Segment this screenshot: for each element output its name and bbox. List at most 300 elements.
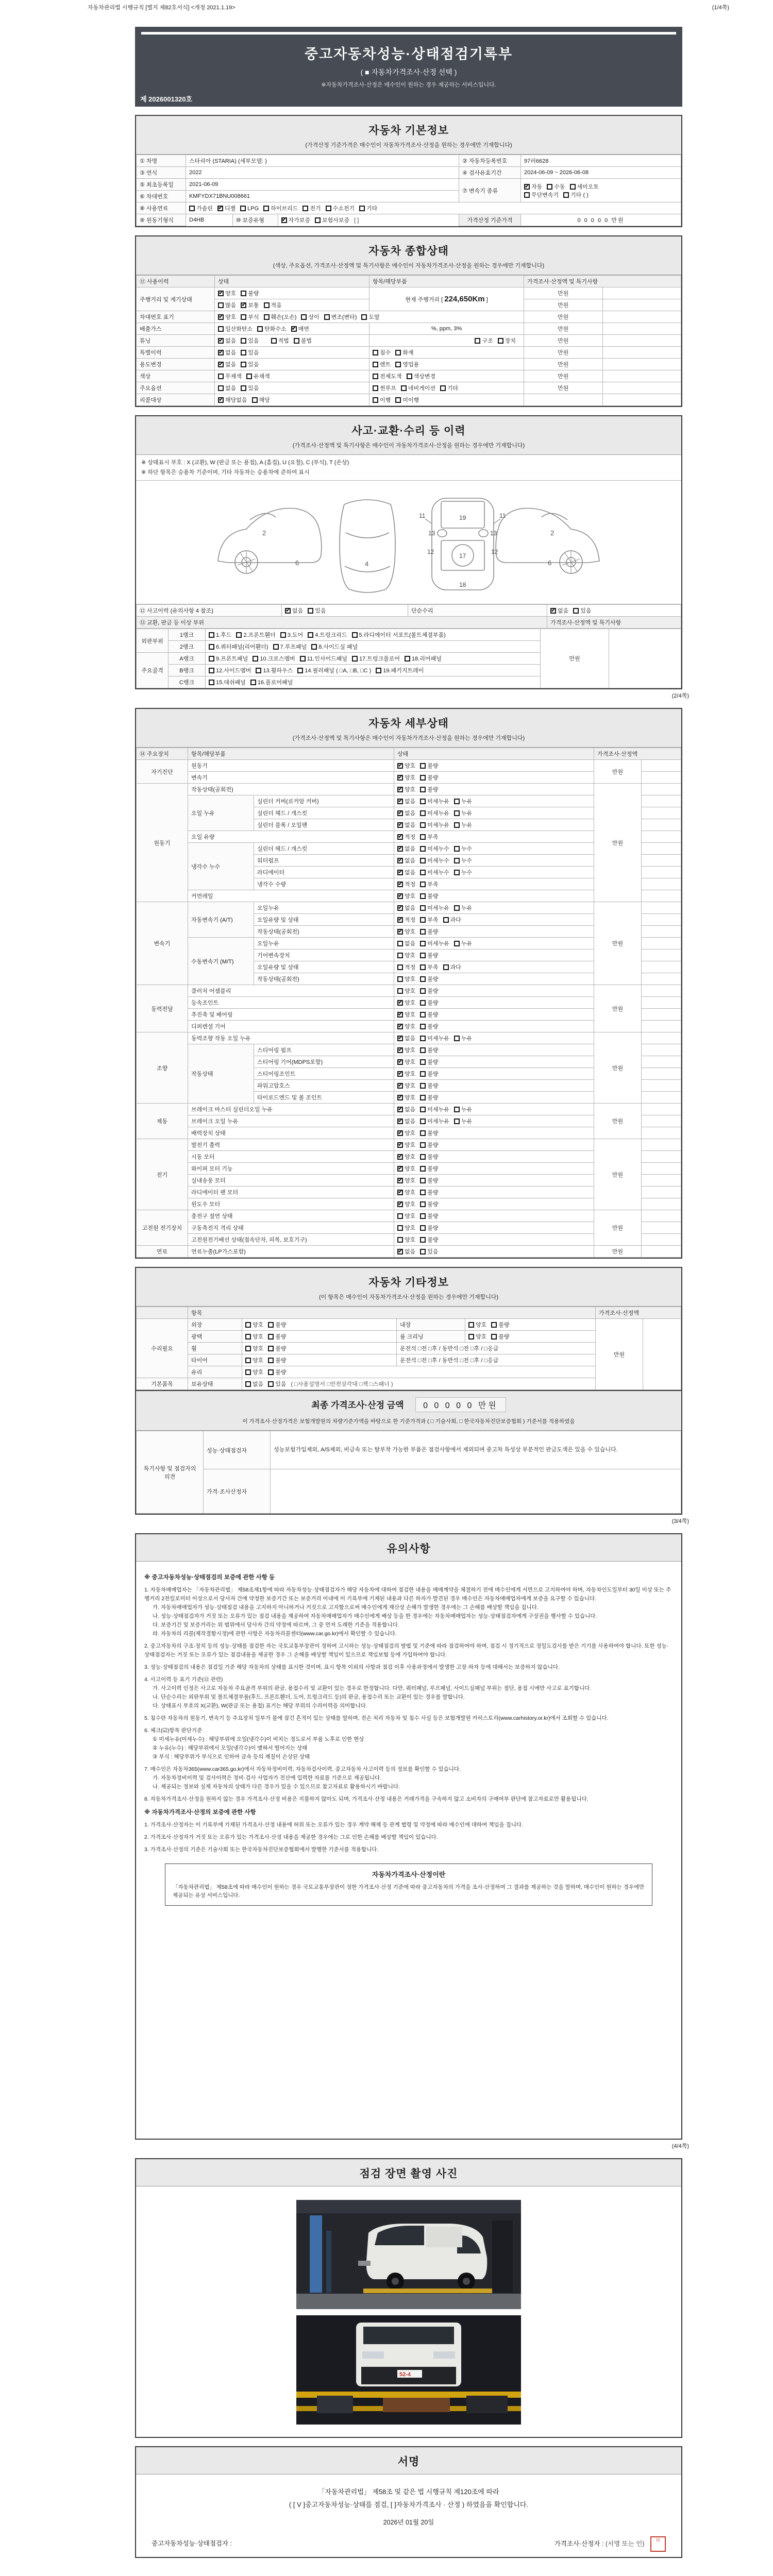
checkbox-option[interactable]	[218, 396, 247, 404]
unchecked-checkbox-icon[interactable]	[241, 291, 246, 296]
unchecked-checkbox-icon[interactable]	[420, 1071, 426, 1077]
unchecked-checkbox-icon[interactable]	[271, 338, 277, 344]
checked-checkbox-icon[interactable]	[397, 1201, 403, 1207]
checkbox-option[interactable]	[273, 642, 307, 651]
unchecked-checkbox-icon[interactable]	[397, 1225, 403, 1231]
checked-checkbox-icon[interactable]	[397, 1178, 403, 1183]
checkbox-option[interactable]	[420, 892, 438, 900]
unchecked-checkbox-icon[interactable]	[563, 192, 569, 198]
unchecked-checkbox-icon[interactable]	[454, 799, 460, 804]
checkbox-option[interactable]	[271, 336, 289, 345]
checked-checkbox-icon[interactable]	[397, 1071, 403, 1077]
checkbox-option[interactable]	[300, 654, 347, 663]
checkbox-option[interactable]	[240, 206, 259, 212]
checkbox-option[interactable]	[209, 654, 248, 663]
checkbox-option[interactable]	[573, 606, 591, 615]
unchecked-checkbox-icon[interactable]	[324, 314, 330, 320]
checkbox-option[interactable]	[420, 809, 449, 817]
unchecked-checkbox-icon[interactable]	[454, 858, 460, 863]
unchecked-checkbox-icon[interactable]	[420, 976, 426, 982]
unchecked-checkbox-icon[interactable]	[245, 1369, 251, 1375]
checkbox-option[interactable]	[241, 360, 259, 368]
unchecked-checkbox-icon[interactable]	[352, 632, 358, 638]
unchecked-checkbox-icon[interactable]	[218, 385, 224, 391]
checkbox-option[interactable]	[373, 360, 391, 368]
checked-checkbox-icon[interactable]	[281, 217, 287, 223]
checkbox-option[interactable]	[420, 1212, 438, 1220]
unchecked-checkbox-icon[interactable]	[420, 1201, 426, 1207]
checkbox-option[interactable]	[454, 1034, 472, 1042]
checked-checkbox-icon[interactable]	[285, 608, 291, 614]
checkbox-option[interactable]	[397, 963, 415, 971]
unchecked-checkbox-icon[interactable]	[468, 1322, 474, 1328]
unchecked-checkbox-icon[interactable]	[252, 397, 258, 403]
checked-checkbox-icon[interactable]	[397, 870, 403, 875]
checkbox-option[interactable]	[420, 1247, 438, 1256]
checkbox-option[interactable]	[397, 1081, 415, 1090]
unchecked-checkbox-icon[interactable]	[297, 668, 303, 673]
checkbox-option[interactable]	[420, 1046, 438, 1054]
checkbox-option[interactable]	[454, 939, 472, 947]
checkbox-option[interactable]	[491, 1320, 509, 1329]
checkbox-option[interactable]	[209, 642, 268, 651]
checked-checkbox-icon[interactable]	[397, 1047, 403, 1053]
checkbox-option[interactable]	[218, 348, 236, 357]
checkbox-option[interactable]	[454, 797, 472, 805]
unchecked-checkbox-icon[interactable]	[268, 1358, 274, 1363]
unchecked-checkbox-icon[interactable]	[352, 656, 358, 662]
checkbox-option[interactable]	[241, 313, 259, 321]
unchecked-checkbox-icon[interactable]	[273, 644, 279, 650]
checkbox-option[interactable]	[397, 1034, 415, 1042]
checkbox-option[interactable]	[361, 313, 379, 321]
unchecked-checkbox-icon[interactable]	[245, 1334, 251, 1340]
checkbox-option[interactable]	[397, 1224, 415, 1232]
unchecked-checkbox-icon[interactable]	[420, 988, 426, 994]
checkbox-option[interactable]	[218, 384, 236, 392]
unchecked-checkbox-icon[interactable]	[498, 338, 503, 344]
unchecked-checkbox-icon[interactable]	[294, 338, 299, 344]
checked-checkbox-icon[interactable]	[218, 397, 224, 403]
checkbox-option[interactable]	[294, 336, 312, 345]
checkbox-option[interactable]	[245, 1332, 263, 1341]
unchecked-checkbox-icon[interactable]	[373, 385, 378, 391]
checkbox-option[interactable]	[245, 1368, 263, 1376]
checked-checkbox-icon[interactable]	[218, 338, 224, 344]
checkbox-option[interactable]	[397, 821, 415, 829]
unchecked-checkbox-icon[interactable]	[263, 206, 269, 211]
checkbox-option[interactable]	[395, 348, 413, 357]
checkbox-option[interactable]	[217, 204, 236, 212]
checkbox-option[interactable]	[263, 204, 298, 212]
unchecked-checkbox-icon[interactable]	[308, 608, 313, 614]
unchecked-checkbox-icon[interactable]	[401, 385, 407, 391]
checkbox-option[interactable]	[420, 1176, 438, 1184]
checkbox-option[interactable]	[420, 1129, 438, 1137]
checkbox-option[interactable]	[420, 963, 438, 971]
checkbox-option[interactable]	[397, 880, 415, 888]
checkbox-option[interactable]	[264, 313, 297, 321]
checkbox-option[interactable]	[397, 1188, 415, 1196]
checked-checkbox-icon[interactable]	[241, 302, 246, 308]
checkbox-option[interactable]	[397, 939, 415, 947]
checkbox-option[interactable]	[420, 1034, 449, 1042]
checkbox-option[interactable]	[397, 1117, 415, 1125]
unchecked-checkbox-icon[interactable]	[373, 350, 378, 355]
unchecked-checkbox-icon[interactable]	[218, 374, 224, 379]
checkbox-option[interactable]	[454, 904, 472, 912]
checkbox-option[interactable]	[420, 975, 438, 983]
checkbox-option[interactable]	[420, 927, 438, 936]
unchecked-checkbox-icon[interactable]	[405, 656, 410, 662]
unchecked-checkbox-icon[interactable]	[420, 1047, 426, 1053]
unchecked-checkbox-icon[interactable]	[454, 846, 460, 852]
checkbox-option[interactable]	[420, 1105, 449, 1113]
checkbox-option[interactable]	[397, 856, 415, 865]
checkbox-option[interactable]	[209, 678, 246, 686]
unchecked-checkbox-icon[interactable]	[454, 1118, 460, 1124]
checkbox-option[interactable]	[420, 844, 449, 853]
checkbox-option[interactable]	[397, 904, 415, 912]
unchecked-checkbox-icon[interactable]	[397, 941, 403, 946]
checked-checkbox-icon[interactable]	[524, 184, 530, 190]
unchecked-checkbox-icon[interactable]	[491, 1322, 497, 1328]
checkbox-option[interactable]	[245, 1344, 263, 1352]
unchecked-checkbox-icon[interactable]	[420, 1036, 426, 1041]
checked-checkbox-icon[interactable]	[218, 291, 224, 296]
checkbox-option[interactable]	[253, 654, 295, 663]
unchecked-checkbox-icon[interactable]	[395, 350, 401, 355]
unchecked-checkbox-icon[interactable]	[241, 362, 246, 367]
checkbox-option[interactable]	[420, 1164, 438, 1173]
unchecked-checkbox-icon[interactable]	[454, 941, 460, 946]
unchecked-checkbox-icon[interactable]	[209, 632, 214, 638]
checkbox-option[interactable]	[395, 396, 419, 404]
unchecked-checkbox-icon[interactable]	[241, 350, 246, 355]
checked-checkbox-icon[interactable]	[397, 1190, 403, 1195]
checkbox-option[interactable]	[397, 927, 415, 936]
unchecked-checkbox-icon[interactable]	[420, 893, 426, 899]
unchecked-checkbox-icon[interactable]	[397, 1213, 403, 1219]
unchecked-checkbox-icon[interactable]	[420, 1213, 426, 1219]
unchecked-checkbox-icon[interactable]	[443, 917, 449, 923]
unchecked-checkbox-icon[interactable]	[454, 810, 460, 816]
checkbox-option[interactable]	[373, 372, 402, 380]
checkbox-option[interactable]	[550, 606, 568, 615]
checkbox-option[interactable]	[359, 204, 377, 212]
checkbox-option[interactable]	[420, 1153, 438, 1161]
checkbox-option[interactable]	[454, 1105, 472, 1113]
checkbox-option[interactable]	[397, 797, 415, 805]
checkbox-option[interactable]	[397, 1129, 415, 1137]
unchecked-checkbox-icon[interactable]	[420, 1059, 426, 1065]
checkbox-option[interactable]	[570, 182, 599, 191]
checkbox-option[interactable]	[420, 1093, 438, 1101]
unchecked-checkbox-icon[interactable]	[420, 870, 426, 875]
checkbox-option[interactable]	[268, 1368, 286, 1376]
unchecked-checkbox-icon[interactable]	[420, 917, 426, 923]
unchecked-checkbox-icon[interactable]	[253, 656, 258, 662]
unchecked-checkbox-icon[interactable]	[420, 1237, 426, 1243]
unchecked-checkbox-icon[interactable]	[395, 362, 401, 367]
unchecked-checkbox-icon[interactable]	[420, 1249, 426, 1255]
checked-checkbox-icon[interactable]	[397, 1036, 403, 1041]
unchecked-checkbox-icon[interactable]	[209, 656, 214, 662]
checkbox-option[interactable]	[218, 360, 236, 368]
checked-checkbox-icon[interactable]	[397, 775, 403, 781]
checked-checkbox-icon[interactable]	[397, 1012, 403, 1018]
unchecked-checkbox-icon[interactable]	[359, 206, 365, 211]
checkbox-option[interactable]	[397, 1247, 415, 1256]
checked-checkbox-icon[interactable]	[217, 206, 223, 211]
unchecked-checkbox-icon[interactable]	[524, 192, 530, 198]
unchecked-checkbox-icon[interactable]	[420, 1107, 426, 1112]
checkbox-option[interactable]	[245, 1320, 263, 1329]
unchecked-checkbox-icon[interactable]	[420, 1154, 426, 1160]
checkbox-option[interactable]	[397, 916, 415, 924]
unchecked-checkbox-icon[interactable]	[209, 680, 214, 685]
checked-checkbox-icon[interactable]	[397, 1059, 403, 1065]
unchecked-checkbox-icon[interactable]	[209, 668, 214, 673]
checkbox-option[interactable]	[397, 1010, 415, 1019]
unchecked-checkbox-icon[interactable]	[420, 775, 426, 781]
unchecked-checkbox-icon[interactable]	[241, 385, 246, 391]
unchecked-checkbox-icon[interactable]	[420, 1225, 426, 1231]
checkbox-option[interactable]	[420, 939, 449, 947]
checkbox-option[interactable]	[405, 654, 442, 663]
checkbox-option[interactable]	[401, 384, 435, 392]
checkbox-option[interactable]	[420, 797, 449, 805]
unchecked-checkbox-icon[interactable]	[373, 362, 378, 367]
checkbox-option[interactable]	[420, 773, 438, 782]
checkbox-option[interactable]	[420, 1070, 438, 1078]
checked-checkbox-icon[interactable]	[397, 1118, 403, 1124]
checked-checkbox-icon[interactable]	[397, 1024, 403, 1029]
checkbox-option[interactable]	[397, 809, 415, 817]
checkbox-option[interactable]	[264, 301, 282, 309]
checkbox-option[interactable]	[420, 1010, 438, 1019]
checkbox-option[interactable]	[397, 1164, 415, 1173]
unchecked-checkbox-icon[interactable]	[268, 1369, 274, 1375]
checked-checkbox-icon[interactable]	[397, 1107, 403, 1112]
checkbox-option[interactable]	[218, 336, 236, 345]
unchecked-checkbox-icon[interactable]	[420, 941, 426, 946]
unchecked-checkbox-icon[interactable]	[245, 1358, 251, 1363]
unchecked-checkbox-icon[interactable]	[397, 988, 403, 994]
checkbox-option[interactable]	[468, 1332, 486, 1341]
checked-checkbox-icon[interactable]	[397, 905, 403, 911]
checked-checkbox-icon[interactable]	[397, 1249, 403, 1255]
checkbox-option[interactable]	[241, 301, 259, 309]
unchecked-checkbox-icon[interactable]	[407, 374, 412, 379]
checkbox-option[interactable]	[218, 313, 236, 321]
checkbox-option[interactable]	[397, 868, 415, 876]
unchecked-checkbox-icon[interactable]	[420, 834, 426, 840]
unchecked-checkbox-icon[interactable]	[245, 1381, 251, 1387]
checkbox-option[interactable]	[397, 1176, 415, 1184]
unchecked-checkbox-icon[interactable]	[468, 1334, 474, 1340]
checkbox-option[interactable]	[454, 1117, 472, 1125]
unchecked-checkbox-icon[interactable]	[454, 905, 460, 911]
checkbox-option[interactable]	[397, 844, 415, 853]
unchecked-checkbox-icon[interactable]	[245, 1322, 251, 1328]
checkbox-option[interactable]	[420, 1188, 438, 1196]
checkbox-option[interactable]	[397, 1046, 415, 1054]
checkbox-option[interactable]	[373, 396, 391, 404]
unchecked-checkbox-icon[interactable]	[245, 1346, 251, 1351]
checkbox-option[interactable]	[397, 1141, 415, 1149]
checked-checkbox-icon[interactable]	[397, 763, 403, 769]
unchecked-checkbox-icon[interactable]	[420, 1012, 426, 1018]
checkbox-option[interactable]	[268, 1332, 286, 1341]
checkbox-option[interactable]	[315, 216, 349, 224]
checkbox-option[interactable]	[420, 761, 438, 770]
checkbox-option[interactable]	[250, 678, 293, 686]
checkbox-option[interactable]	[397, 761, 415, 770]
checkbox-option[interactable]	[311, 642, 358, 651]
checkbox-option[interactable]	[397, 892, 415, 900]
checkbox-option[interactable]	[420, 987, 438, 995]
unchecked-checkbox-icon[interactable]	[301, 314, 307, 320]
unchecked-checkbox-icon[interactable]	[257, 326, 263, 332]
checkbox-option[interactable]	[257, 325, 287, 333]
checkbox-option[interactable]	[218, 372, 242, 380]
checkbox-option[interactable]	[420, 1117, 449, 1125]
checkbox-option[interactable]	[420, 880, 438, 888]
checkbox-option[interactable]	[454, 868, 472, 876]
unchecked-checkbox-icon[interactable]	[420, 1118, 426, 1124]
unchecked-checkbox-icon[interactable]	[246, 374, 252, 379]
checkbox-option[interactable]	[236, 631, 275, 639]
checkbox-option[interactable]	[420, 1235, 438, 1244]
checkbox-option[interactable]	[475, 336, 493, 345]
unchecked-checkbox-icon[interactable]	[300, 656, 306, 662]
checkbox-option[interactable]	[454, 821, 472, 829]
checked-checkbox-icon[interactable]	[397, 1130, 403, 1136]
checkbox-option[interactable]	[468, 1320, 486, 1329]
unchecked-checkbox-icon[interactable]	[268, 1381, 274, 1387]
checkbox-option[interactable]	[376, 666, 424, 674]
checkbox-option[interactable]	[397, 1058, 415, 1066]
checked-checkbox-icon[interactable]	[397, 1000, 403, 1006]
unchecked-checkbox-icon[interactable]	[250, 680, 256, 685]
checkbox-option[interactable]	[218, 325, 253, 333]
unchecked-checkbox-icon[interactable]	[209, 644, 214, 650]
unchecked-checkbox-icon[interactable]	[420, 810, 426, 816]
unchecked-checkbox-icon[interactable]	[454, 870, 460, 875]
unchecked-checkbox-icon[interactable]	[280, 632, 286, 638]
checkbox-option[interactable]	[397, 975, 415, 983]
unchecked-checkbox-icon[interactable]	[218, 302, 224, 308]
unchecked-checkbox-icon[interactable]	[373, 374, 378, 379]
checked-checkbox-icon[interactable]	[397, 1095, 403, 1100]
checked-checkbox-icon[interactable]	[397, 1154, 403, 1160]
checkbox-option[interactable]	[397, 1212, 415, 1220]
checkbox-option[interactable]	[241, 289, 259, 297]
checkbox-option[interactable]	[397, 951, 415, 959]
unchecked-checkbox-icon[interactable]	[420, 1024, 426, 1029]
unchecked-checkbox-icon[interactable]	[218, 326, 224, 332]
checkbox-option[interactable]	[245, 1356, 263, 1364]
unchecked-checkbox-icon[interactable]	[241, 314, 246, 320]
checkbox-option[interactable]	[256, 666, 293, 674]
checkbox-option[interactable]	[420, 821, 449, 829]
checkbox-option[interactable]	[308, 606, 326, 615]
checked-checkbox-icon[interactable]	[397, 787, 403, 792]
unchecked-checkbox-icon[interactable]	[420, 1178, 426, 1183]
checkbox-option[interactable]	[301, 313, 319, 321]
unchecked-checkbox-icon[interactable]	[189, 206, 195, 211]
unchecked-checkbox-icon[interactable]	[454, 1036, 460, 1041]
unchecked-checkbox-icon[interactable]	[420, 1166, 426, 1172]
checked-checkbox-icon[interactable]	[550, 608, 556, 614]
unchecked-checkbox-icon[interactable]	[547, 184, 552, 190]
checked-checkbox-icon[interactable]	[397, 834, 403, 840]
unchecked-checkbox-icon[interactable]	[420, 787, 426, 792]
unchecked-checkbox-icon[interactable]	[268, 1346, 274, 1351]
unchecked-checkbox-icon[interactable]	[397, 953, 403, 958]
checkbox-option[interactable]	[524, 182, 542, 191]
checkbox-option[interactable]	[308, 631, 347, 639]
checked-checkbox-icon[interactable]	[291, 326, 297, 332]
unchecked-checkbox-icon[interactable]	[420, 953, 426, 958]
checkbox-option[interactable]	[397, 987, 415, 995]
checkbox-option[interactable]	[189, 204, 213, 212]
checked-checkbox-icon[interactable]	[218, 362, 224, 367]
unchecked-checkbox-icon[interactable]	[326, 206, 331, 211]
unchecked-checkbox-icon[interactable]	[241, 338, 246, 344]
checkbox-option[interactable]	[397, 1153, 415, 1161]
checked-checkbox-icon[interactable]	[397, 846, 403, 852]
checkbox-option[interactable]	[268, 1344, 286, 1352]
checked-checkbox-icon[interactable]	[397, 1166, 403, 1172]
unchecked-checkbox-icon[interactable]	[236, 632, 242, 638]
checkbox-option[interactable]	[268, 1320, 286, 1329]
checked-checkbox-icon[interactable]	[397, 822, 403, 828]
unchecked-checkbox-icon[interactable]	[420, 1190, 426, 1195]
checkbox-option[interactable]	[268, 1380, 286, 1388]
unchecked-checkbox-icon[interactable]	[420, 846, 426, 852]
unchecked-checkbox-icon[interactable]	[573, 608, 579, 614]
checkbox-option[interactable]	[209, 631, 231, 639]
checkbox-option[interactable]	[420, 998, 438, 1007]
unchecked-checkbox-icon[interactable]	[443, 964, 449, 970]
unchecked-checkbox-icon[interactable]	[420, 1130, 426, 1136]
checkbox-option[interactable]	[324, 313, 357, 321]
unchecked-checkbox-icon[interactable]	[475, 338, 480, 344]
checkbox-option[interactable]	[397, 833, 415, 841]
checkbox-option[interactable]	[303, 204, 321, 212]
unchecked-checkbox-icon[interactable]	[420, 822, 426, 828]
checkbox-option[interactable]	[397, 1093, 415, 1101]
checkbox-option[interactable]	[373, 384, 396, 392]
checkbox-option[interactable]	[241, 348, 259, 357]
unchecked-checkbox-icon[interactable]	[395, 397, 401, 403]
checkbox-option[interactable]	[420, 1224, 438, 1232]
checkbox-option[interactable]	[407, 372, 436, 380]
checked-checkbox-icon[interactable]	[397, 882, 403, 887]
checkbox-option[interactable]	[280, 631, 303, 639]
checkbox-option[interactable]	[454, 844, 472, 853]
checked-checkbox-icon[interactable]	[397, 858, 403, 863]
checked-checkbox-icon[interactable]	[397, 893, 403, 899]
unchecked-checkbox-icon[interactable]	[420, 1083, 426, 1089]
unchecked-checkbox-icon[interactable]	[397, 976, 403, 982]
checkbox-option[interactable]	[373, 348, 391, 357]
unchecked-checkbox-icon[interactable]	[454, 1107, 460, 1112]
checkbox-option[interactable]	[454, 809, 472, 817]
checkbox-option[interactable]	[443, 916, 461, 924]
